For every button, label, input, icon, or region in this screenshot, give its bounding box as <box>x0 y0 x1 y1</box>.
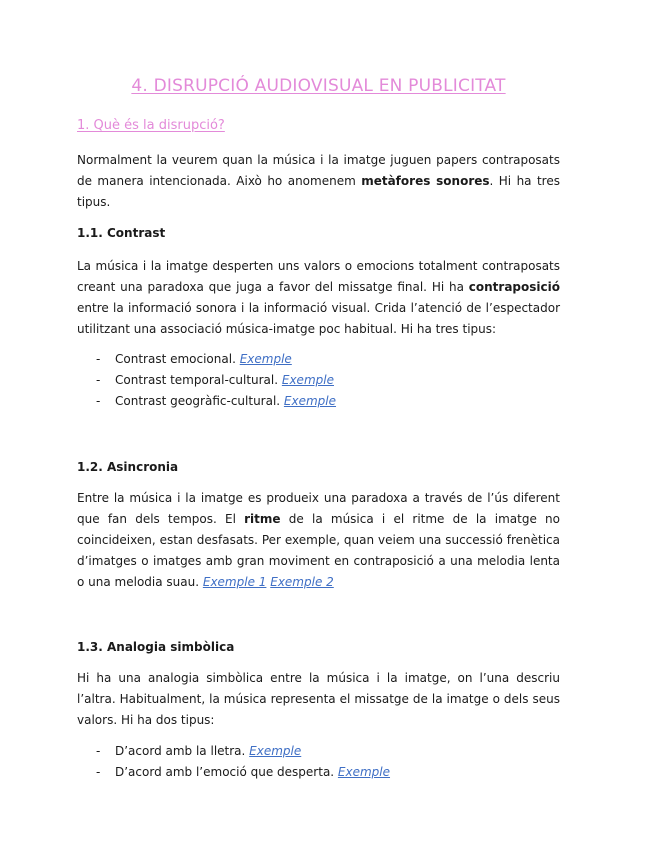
analogia-paragraph: Hi ha una analogia simbòlica entre la música i la imatge, on l’una descriu l’altra. Habitualment, la música representa el missatge de la imatge o dels seus valors. Hi ha dos tipus: <box>77 671 560 727</box>
example-link[interactable]: Exemple <box>281 373 334 387</box>
subheading-contrast: 1.1. Contrast <box>77 226 166 240</box>
example-link-2[interactable]: Exemple 2 <box>270 575 334 589</box>
subheading-analogia: 1.3. Analogia simbòlica <box>77 640 235 654</box>
example-link[interactable]: Exemple <box>283 394 337 408</box>
example-link[interactable]: Exemple <box>337 765 391 779</box>
list-item: - Contrast geogràfic-cultural. Exemple <box>96 394 337 408</box>
example-link[interactable]: Exemple <box>249 744 302 758</box>
contrast-paragraph: La música i la imatge desperten uns valors o emocions totalment contraposats creant una paradoxa que juga a favor del missatge final. Hi ha contraposició entre la informació sonora i la informació visual. Crida l’atenció de l’espectador utilitzant una associació música-imatge poc habitual. Hi ha tres tipus: <box>77 259 560 336</box>
analogia-list <box>77 741 390 783</box>
contrast-list <box>77 349 336 412</box>
list-item: - D’acord amb l’emoció que desperta. Exemple <box>96 765 391 779</box>
subheading-asincronia: 1.2. Asincronia <box>77 460 179 474</box>
example-link[interactable]: Exemple <box>239 352 292 366</box>
intro-paragraph: Normalment la veurem quan la música i la imatge juguen papers contraposats de manera intencionada. Això ho anomenem metàfores sonores. Hi ha tres tipus. <box>77 153 560 209</box>
bold-term: metàfores sonores <box>361 174 490 188</box>
list-item: - D’acord amb la lletra. Exemple <box>96 744 302 758</box>
section-heading-disruption: 1. Què és la disrupció? <box>77 118 225 133</box>
page-title: 4. DISRUPCIÓ AUDIOVISUAL EN PUBLICITAT <box>131 76 506 96</box>
example-link-1[interactable]: Exemple 1 <box>202 575 267 589</box>
list-item: - Contrast emocional. Exemple <box>96 352 292 366</box>
asincronia-paragraph: Entre la música i la imatge es produeix una paradoxa a través de l’ús diferent que fan dels tempos. El ritme de la música i el ritme de la imatge no coincideixen, estan desfasats. Per exemple, quan veiem una successió frenètica d’imatges o imatges amb gran moviment en contraposició a una melodia lenta o una melodia suau. Exemple 1 Exemple 2 <box>77 491 560 589</box>
list-item: - Contrast temporal-cultural. Exemple <box>96 373 334 387</box>
bold-term: ritme <box>244 512 281 526</box>
bold-term: contraposició <box>468 280 560 294</box>
